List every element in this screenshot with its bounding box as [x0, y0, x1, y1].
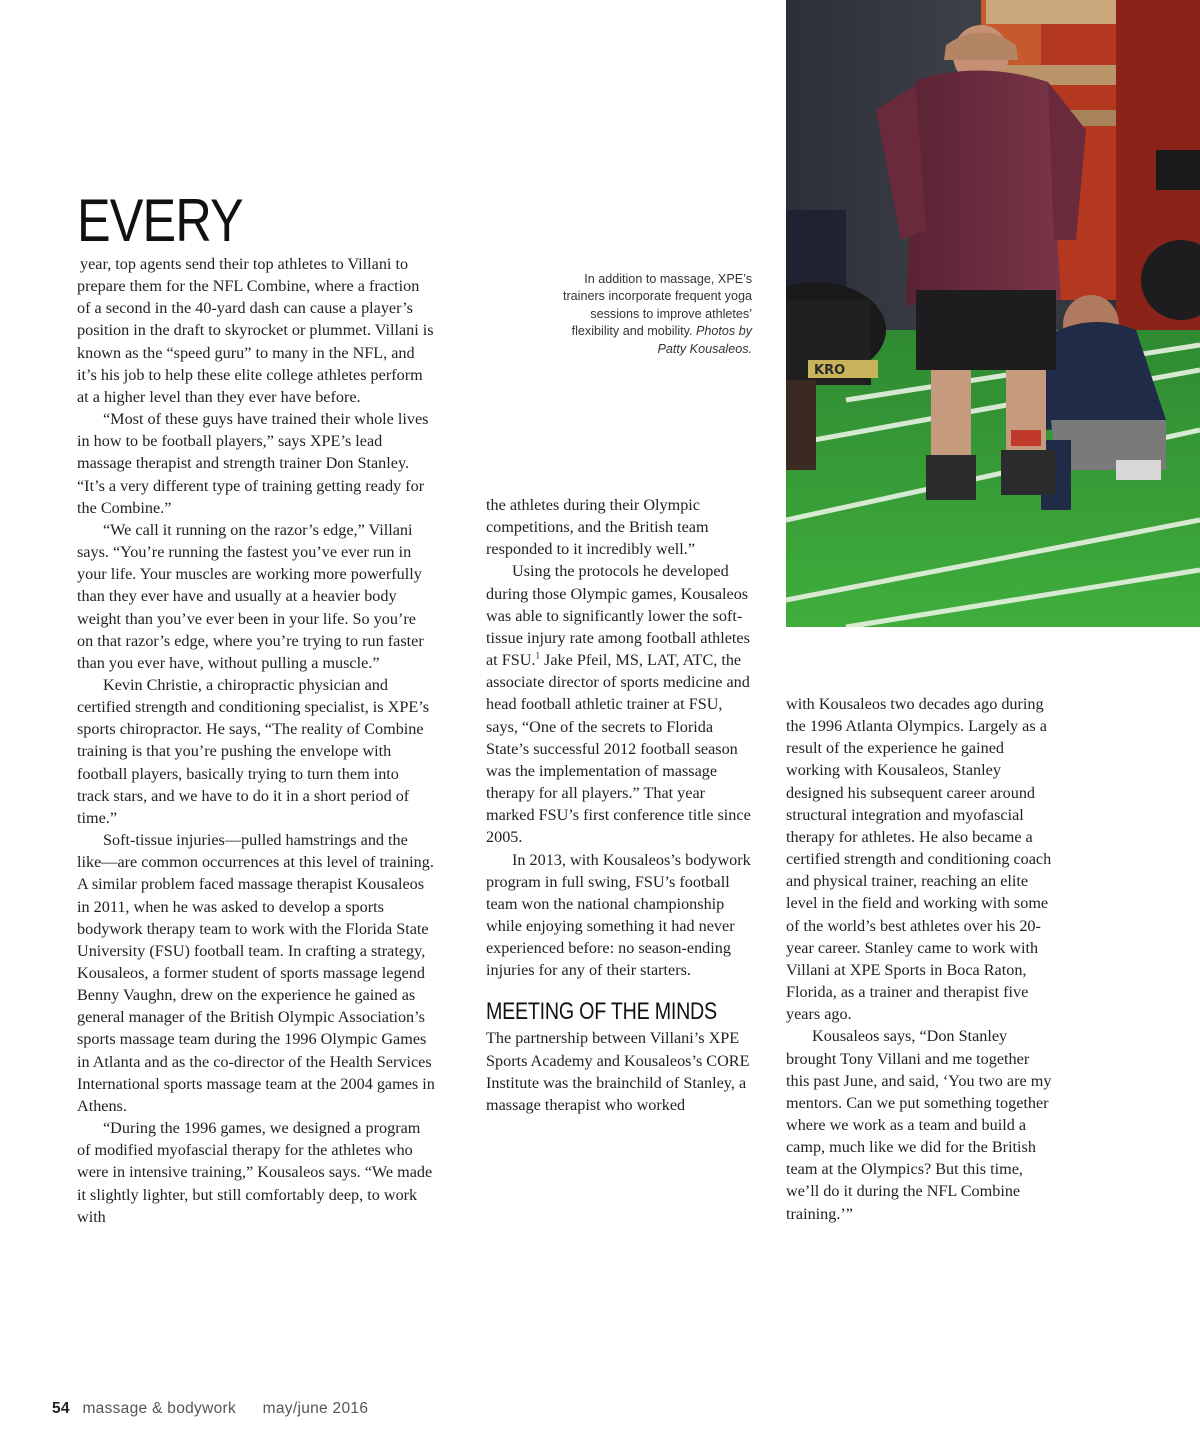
article-column-2: [486, 494, 751, 1116]
page-number: 54: [52, 1400, 70, 1417]
magazine-name: massage & bodywork: [82, 1400, 237, 1417]
paragraph: with Kousaleos two decades ago during the 1996 Atlanta Olympics. Largely as a result of the experience he gained working with Kousaleos, Stanley designed his subsequent career around structural integration and myofascial therapy for athletes. He also became a certified strength and conditioning coach and physical trainer, reaching an elite level in the field and working with some of the world’s best athletes over his 20-year career. Stanley came to work with Villani at XPE Sports in Boca Raton, Florida, as a trainer and therapist five years ago.: [786, 695, 1052, 1024]
paragraph: “Most of these guys have trained their whole lives in how to be football players,” says XPE’s lead massage therapist and strength trainer Don Stanley. “It’s a very different type of training getting ready for the Combine.”: [77, 410, 429, 517]
paragraph: Soft-tissue injuries—pulled hamstrings and the like—are common occurrences at this level of training. A similar problem faced massage therapist Kousaleos in 2011, when he was asked to develop a sports bodywork therapy team to work with the Florida State University (FSU) football team. In crafting a strategy, Kousaleos, a former student of sports massage legend Benny Vaughn, drew on the experience he gained as general manager of the British Olympic Association’s sports massage team during the 1996 Olympic Games in Atlanta and as the co-director of the Health Services International sports massage team at the 2004 games in Athens.: [77, 831, 435, 1115]
page-footer: [52, 1400, 368, 1418]
paragraph-text: Using the protocols he developed during those Olympic games, Kousaleos was able to significantly lower the soft-tissue injury rate among football athletes at FSU.: [486, 562, 750, 670]
photo-caption: [560, 271, 752, 358]
paragraph: [486, 560, 751, 848]
paragraph: the athletes during their Olympic competitions, and the British team responded to it incredibly well.”: [486, 496, 709, 559]
drop-word: EVERY: [77, 187, 243, 254]
paragraph: Kousaleos says, “Don Stanley brought Tony Villani and me together this past June, and said, ‘You two are my mentors. Can we put something together where we work as a team and build a camp, much like we did for the British team at the Olympics? But this time, we’ll do it during the NFL Combine training.’”: [786, 1027, 1052, 1223]
article-column-3: [786, 693, 1054, 1225]
caption-text: In addition to massage, XPE’s trainers incorporate frequent yoga sessions to improve athletes’ flexibility and mobility.: [562, 272, 752, 339]
footnote-ref: 1: [535, 650, 540, 661]
paragraph: “We call it running on the razor’s edge,” Villani says. “You’re running the fastest you’ve ever run in your life. Your muscles are working more powerfully than they ever have and usually at a heavier body weight than you’ve ever been in your life. So you’re on that razor’s edge, where you’re trying to run faster than you ever have, without pulling a muscle.”: [77, 520, 424, 672]
issue-date: may/june 2016: [262, 1400, 369, 1417]
paragraph: year, top agents send their top athletes to Villani to prepare them for the NFL Combine, where a fraction of a second in the 40-yard dash can cause a player’s position in the draft to skyrocket or plummet. Villani is known as the “speed guru” to many in the NFL, and it’s his job to help these elite college athletes perform at a higher level than they ever have before.: [77, 255, 434, 406]
paragraph: The partnership between Villani’s XPE Sports Academy and Kousaleos’s CORE Institute was the brainchild of Stanley, a massage therapist who worked: [486, 1029, 750, 1114]
caption-credit: Photos by Patty Kousaleos.: [657, 324, 752, 356]
article-photo: [786, 0, 1200, 627]
paragraph: “During the 1996 games, we designed a program of modified myofascial therapy for the athletes who were in intensive training,” Kousaleos says. “We made it slightly lighter, but still comfortably deep, to work with: [77, 1119, 433, 1226]
shirt-text: KRO: [814, 363, 846, 378]
paragraph-text: Jake Pfeil, MS, LAT, ATC, the associate director of sports medicine and head football athletic trainer at FSU, says, “One of the secrets to Florida State’s successful 2012 football season was the implementation of massage therapy for all players.” That year marked FSU’s first conference title since 2005.: [486, 651, 751, 847]
photo-illustration: [786, 0, 1200, 627]
paragraph: In 2013, with Kousaleos’s bodywork program in full swing, FSU’s football team won the national championship while enjoying something it had never experienced before: no season-ending injuries for any of their starters.: [486, 850, 751, 980]
article-column-1: [77, 253, 435, 1228]
paragraph: Kevin Christie, a chiropractic physician and certified strength and conditioning specialist, is XPE’s sports chiropractor. He says, “The reality of Combine training is that you’re pushing the envelope with football players, basically trying to turn them into track stars, and we have to do it in a short period of time.”: [77, 675, 430, 827]
section-heading: MEETING OF THE MINDS: [486, 998, 717, 1026]
